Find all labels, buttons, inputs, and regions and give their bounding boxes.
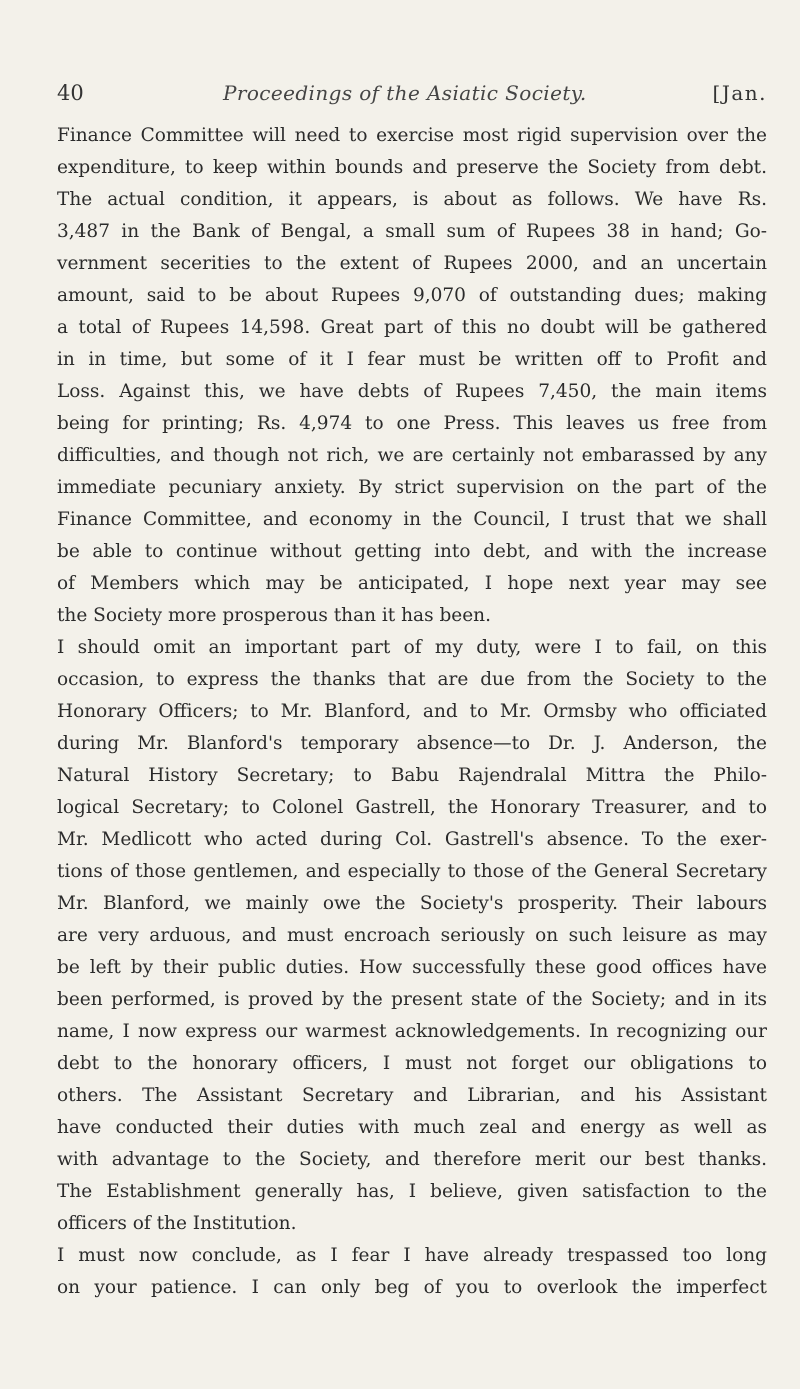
text-line: occasion, to express the thanks that are due from the Society to the — [57, 669, 767, 690]
text-line: difficulties, and though not rich, we are certainly not embarassed by any — [57, 445, 767, 466]
text-line: logical Secretary; to Colonel Gastrell, the Honorary Treasurer, and to — [57, 797, 767, 818]
paragraph-thanks — [57, 632, 767, 1240]
text-line: vernment secerities to the extent of Rupees 2000, and an uncertain — [57, 253, 767, 274]
page-number: 40 — [57, 81, 84, 105]
text-line: others. The Assistant Secretary and Librarian, and his Assistant — [57, 1085, 767, 1106]
running-date: [Jan. — [712, 81, 767, 105]
text-line: The actual condition, it appears, is about as follows. We have Rs. — [57, 189, 767, 210]
text-line: I should omit an important part of my duty, were I to fail, on this — [57, 637, 767, 658]
text-line: on your patience. I can only beg of you to overlook the imperfect — [57, 1277, 767, 1298]
text-line: officers of the Institution. — [57, 1213, 297, 1234]
text-line: Mr. Blanford, we mainly owe the Society's prosperity. Their labours — [57, 893, 767, 914]
text-line: the Society more prosperous than it has been. — [57, 605, 491, 626]
text-line: 3,487 in the Bank of Bengal, a small sum of Rupees 38 in hand; Go- — [57, 221, 767, 242]
text-line: name, I now express our warmest acknowledgements. In recognizing our — [57, 1021, 767, 1042]
text-line: Loss. Against this, we have debts of Rupees 7,450, the main items — [57, 381, 767, 402]
paragraph-conclusion — [57, 1240, 767, 1304]
text-line: have conducted their duties with much zeal and energy as well as — [57, 1117, 767, 1138]
text-line: I must now conclude, as I fear I have already trespassed too long — [57, 1245, 767, 1266]
text-line: are very arduous, and must encroach seriously on such leisure as may — [57, 925, 767, 946]
text-line: being for printing; Rs. 4,974 to one Press. This leaves us free from — [57, 413, 767, 434]
body-text — [57, 120, 767, 1304]
text-line: tions of those gentlemen, and especially to those of the General Secretary — [57, 861, 767, 882]
text-line: amount, said to be about Rupees 9,070 of outstanding dues; making — [57, 285, 767, 306]
text-line: Honorary Officers; to Mr. Blanford, and to Mr. Ormsby who officiated — [57, 701, 767, 722]
text-line: during Mr. Blanford's temporary absence—to Dr. J. Anderson, the — [57, 733, 767, 754]
text-line: a total of Rupees 14,598. Great part of this no doubt will be gathered — [57, 317, 767, 338]
text-line: been performed, is proved by the present state of the Society; and in its — [57, 989, 767, 1010]
text-line: be left by their public duties. How successfully these good offices have — [57, 957, 767, 978]
text-line: The Establishment generally has, I believe, given satisfaction to the — [57, 1181, 767, 1202]
running-header — [57, 78, 767, 110]
text-line: Natural History Secretary; to Babu Rajendralal Mittra the Philo- — [57, 765, 767, 786]
running-title: Proceedings of the Asiatic Society. — [223, 81, 587, 105]
text-line: Mr. Medlicott who acted during Col. Gastrell's absence. To the exer- — [57, 829, 767, 850]
text-line: Finance Committee will need to exercise most rigid supervision over the — [57, 125, 767, 146]
text-line: with advantage to the Society, and therefore merit our best thanks. — [57, 1149, 767, 1170]
text-line: expenditure, to keep within bounds and preserve the Society from debt. — [57, 157, 767, 178]
text-line: of Members which may be anticipated, I hope next year may see — [57, 573, 767, 594]
paragraph-finance — [57, 120, 767, 632]
text-line: immediate pecuniary anxiety. By strict supervision on the part of the — [57, 477, 767, 498]
text-line: debt to the honorary officers, I must not forget our obligations to — [57, 1053, 767, 1074]
text-line: be able to continue without getting into debt, and with the increase — [57, 541, 767, 562]
text-line: in in time, but some of it I fear must be written off to Profit and — [57, 349, 767, 370]
text-line: Finance Committee, and economy in the Council, I trust that we shall — [57, 509, 767, 530]
